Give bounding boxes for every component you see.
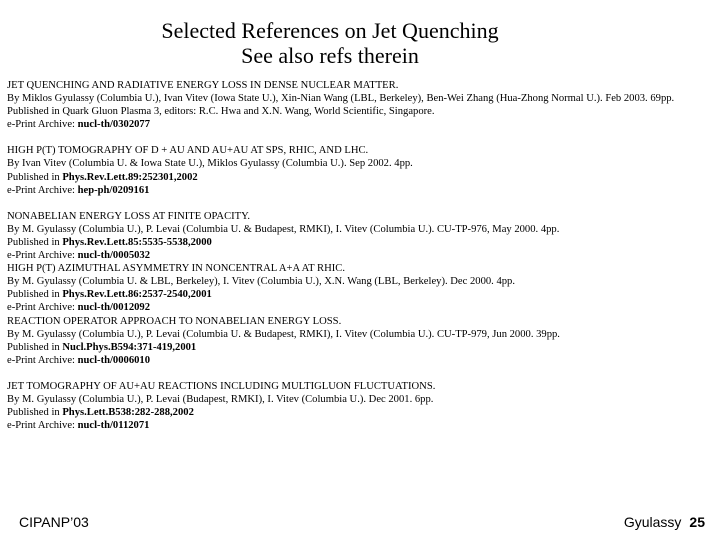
reference-eprint <box>7 118 717 131</box>
reference-item <box>7 262 717 314</box>
slide-title <box>0 18 720 68</box>
eprint-label: e-Print Archive: <box>7 420 78 432</box>
reference-list <box>7 79 717 432</box>
reference-eprint <box>7 184 717 197</box>
reference-item <box>7 144 717 196</box>
eprint-id[interactable]: nucl-th/0112071 <box>77 420 150 432</box>
reference-heading: NONABELIAN ENERGY LOSS AT FINITE OPACITY. <box>7 210 251 222</box>
journal-ref[interactable]: Phys.Rev.Lett.85:5535-5538,2000 <box>62 236 212 248</box>
journal-ref[interactable]: Phys.Lett.B538:282-288,2002 <box>62 407 194 419</box>
eprint-label: e-Print Archive: <box>7 119 78 131</box>
reference-heading: HIGH P(T) TOMOGRAPHY OF D + AU AND AU+AU AT SPS, RHIC, AND LHC. <box>7 145 369 157</box>
reference-item <box>7 315 717 367</box>
reference-published <box>7 288 717 301</box>
journal-ref[interactable]: Phys.Rev.Lett.86:2537-2540,2001 <box>62 289 212 301</box>
journal-ref[interactable]: Nucl.Phys.B594:371-419,2001 <box>62 341 197 353</box>
published-label: Published in <box>7 236 63 248</box>
reference-published <box>7 406 717 419</box>
published-label: Published in <box>7 289 63 301</box>
reference-item <box>7 210 717 262</box>
reference-eprint <box>7 354 717 367</box>
title-line-2: See also refs therein <box>241 43 419 68</box>
eprint-id[interactable]: nucl-th/0302077 <box>77 119 151 131</box>
footer-author-page <box>624 514 705 530</box>
page-number: 25 <box>689 514 705 530</box>
footer-conference: CIPANP’03 <box>19 514 89 530</box>
journal-ref[interactable]: Phys.Rev.Lett.89:252301,2002 <box>62 171 198 183</box>
reference-item <box>7 380 717 432</box>
eprint-id[interactable]: nucl-th/0012092 <box>77 302 151 314</box>
reference-heading: JET QUENCHING AND RADIATIVE ENERGY LOSS IN DENSE NUCLEAR MATTER. <box>7 80 399 91</box>
reference-eprint <box>7 301 717 314</box>
eprint-id[interactable]: nucl-th/0005032 <box>77 250 151 262</box>
reference-heading: HIGH P(T) AZIMUTHAL ASYMMETRY IN NONCENTRAL A+A AT RHIC. <box>7 263 346 275</box>
reference-published <box>7 341 717 354</box>
eprint-id[interactable]: hep-ph/0209161 <box>77 184 150 196</box>
footer-author: Gyulassy <box>623 514 682 530</box>
reference-authors: By Ivan Vitev (Columbia U. & Iowa State U.), Miklos Gyulassy (Columbia U.). Sep 2002. 4pp. <box>7 158 413 170</box>
eprint-label: e-Print Archive: <box>7 184 78 196</box>
reference-eprint <box>7 249 717 262</box>
published-label: Published in <box>7 341 63 353</box>
published-label: Published in <box>7 171 63 183</box>
reference-heading: JET TOMOGRAPHY OF AU+AU REACTIONS INCLUDING MULTIGLUON FLUCTUATIONS. <box>7 380 436 392</box>
reference-authors: By M. Gyulassy (Columbia U. & LBL, Berkeley), I. Vitev (Columbia U.), X.N. Wang (LBL, Berkeley). Dec 2000. 4pp. <box>7 276 516 288</box>
reference-heading: REACTION OPERATOR APPROACH TO NONABELIAN ENERGY LOSS. <box>7 315 342 327</box>
reference-authors: By M. Gyulassy (Columbia U.), P. Levai (Columbia U. & Budapest, RMKI), I. Vitev (Columbia U.). CU-TP-976, May 2000. 4pp. <box>7 223 560 235</box>
published-label: Published in <box>7 407 63 419</box>
reference-authors: By M. Gyulassy (Columbia U.), P. Levai (Budapest, RMKI), I. Vitev (Columbia U.). Dec 2001. 6pp. <box>7 393 434 405</box>
reference-published <box>7 171 717 184</box>
eprint-label: e-Print Archive: <box>7 250 78 262</box>
reference-authors: By Miklos Gyulassy (Columbia U.), Ivan Vitev (Iowa State U.), Xin-Nian Wang (LBL, Berkeley), Ben-Wei Zhang (Hua-Zhong Normal U.). Feb 2003. 69pp. Published in Quark Gluon Plasma 3, editors: R.C. Hwa and X.N. Wang, World Scientific, Singapore. <box>7 93 675 118</box>
reference-eprint <box>7 419 717 432</box>
eprint-label: e-Print Archive: <box>7 302 78 314</box>
eprint-id[interactable]: nucl-th/0006010 <box>77 354 151 366</box>
eprint-label: e-Print Archive: <box>7 354 78 366</box>
reference-item <box>7 79 717 131</box>
reference-authors: By M. Gyulassy (Columbia U.), P. Levai (Columbia U. & Budapest, RMKI), I. Vitev (Columbia U.). CU-TP-979, Jun 2000. 39pp. <box>7 328 560 340</box>
title-line-1: Selected References on Jet Quenching <box>161 18 499 43</box>
reference-published <box>7 236 717 249</box>
